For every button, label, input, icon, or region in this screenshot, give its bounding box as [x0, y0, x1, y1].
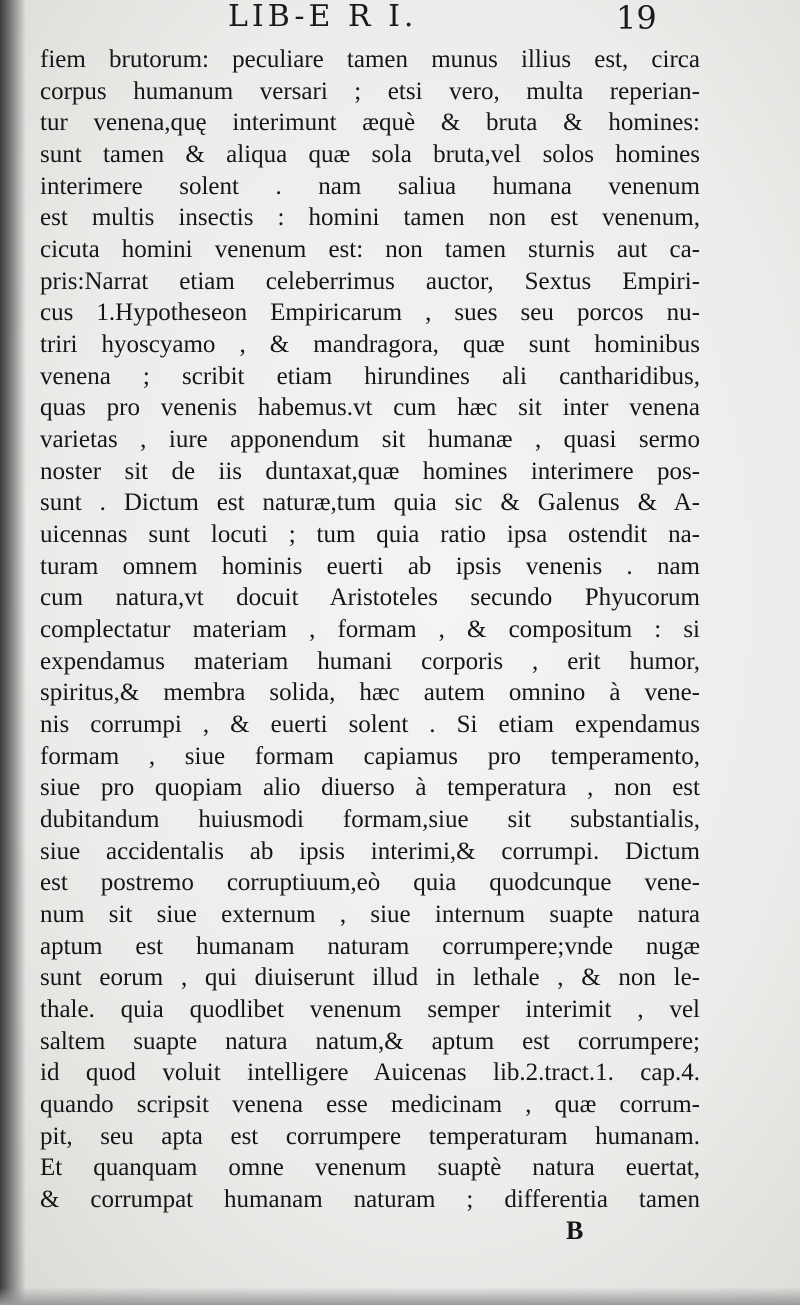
text-line: turam omnem hominis euerti ab ipsis venenis . nam	[40, 553, 700, 580]
text-line: cum natura,vt docuit Aristoteles secundo Phyucorum	[40, 584, 700, 611]
text-line: id quod voluit intelligere Auicenas lib.2.tract.1. cap.4.	[40, 1059, 700, 1086]
text-line: triri hyoscyamo , & mandragora, quæ sunt hominibus	[40, 331, 700, 358]
text-line: pris:Narrat etiam celeberrimus auctor, Sextus Empiri-	[40, 268, 700, 295]
text-line: uicennas sunt locuti ; tum quia ratio ipsa ostendit na-	[40, 521, 700, 548]
text-line: expendamus materiam humani corporis , erit humor,	[40, 648, 700, 675]
text-line: complectatur materiam , formam , & compositum : si	[40, 616, 700, 643]
text-line: nis corrumpi , & euerti solent . Si etiam expendamus	[40, 711, 700, 738]
running-title: LIB-E R I.	[228, 0, 418, 34]
text-line: tur venena,quę interimunt æquè & bruta & homines:	[40, 109, 700, 136]
text-line: cicuta homini venenum est: non tamen sturnis aut ca-	[40, 236, 700, 263]
text-line: num sit siue externum , siue internum suapte natura	[40, 901, 700, 928]
text-line: quando scripsit venena esse medicinam , quæ corrum-	[40, 1091, 700, 1118]
text-line: & corrumpat humanam naturam ; differentia tamen	[40, 1186, 700, 1213]
text-line: siue accidentalis ab ipsis interimi,& corrumpi. Dictum	[40, 838, 700, 865]
text-line: pit, seu apta est corrumpere temperaturam humanam.	[40, 1123, 700, 1150]
text-line: quas pro venenis habemus.vt cum hæc sit inter venena	[40, 394, 700, 421]
signature-mark: B	[566, 1216, 584, 1245]
text-line: sunt eorum , qui diuiserunt illud in lethale , & non le-	[40, 964, 700, 991]
text-line: Et quanquam omne venenum suaptè natura euertat,	[40, 1154, 700, 1181]
text-line: fiem brutorum: peculiare tamen munus illius est, circa	[40, 46, 700, 73]
text-line: saltem suapte natura natum,& aptum est corrumpere;	[40, 1028, 700, 1055]
text-line: spiritus,& membra solida, hæc autem omnino à vene-	[40, 679, 700, 706]
page-number: 19	[616, 0, 657, 37]
text-line: noster sit de iis duntaxat,quæ homines interimere pos-	[40, 458, 700, 485]
text-line: interimere solent . nam saliua humana venenum	[40, 173, 700, 200]
text-line: aptum est humanam naturam corrumpere;vnde nugæ	[40, 933, 700, 960]
text-line: siue pro quopiam alio diuerso à temperatura , non est	[40, 774, 700, 801]
text-line: formam , siue formam capiamus pro temperamento,	[40, 743, 700, 770]
text-line: sunt tamen & aliqua quæ sola bruta,vel solos homines	[40, 141, 700, 168]
text-line: sunt . Dictum est naturæ,tum quia sic & Galenus & A-	[40, 489, 700, 516]
text-line: corpus humanum versari ; etsi vero, multa reperian-	[40, 78, 700, 105]
text-line: thale. quia quodlibet venenum semper interimit , vel	[40, 996, 700, 1023]
text-line: dubitandum huiusmodi formam,siue sit substantialis,	[40, 806, 700, 833]
text-line: est multis insectis : homini tamen non est venenum,	[40, 204, 700, 231]
text-line: cus 1.Hypotheseon Empiricarum , sues seu porcos nu-	[40, 299, 700, 326]
text-line: varietas , iure apponendum sit humanæ , quasi sermo	[40, 426, 700, 453]
text-line: venena ; scribit etiam hirundines ali cantharidibus,	[40, 363, 700, 390]
text-line: est postremo corruptiuum,eò quia quodcunque vene-	[40, 869, 700, 896]
